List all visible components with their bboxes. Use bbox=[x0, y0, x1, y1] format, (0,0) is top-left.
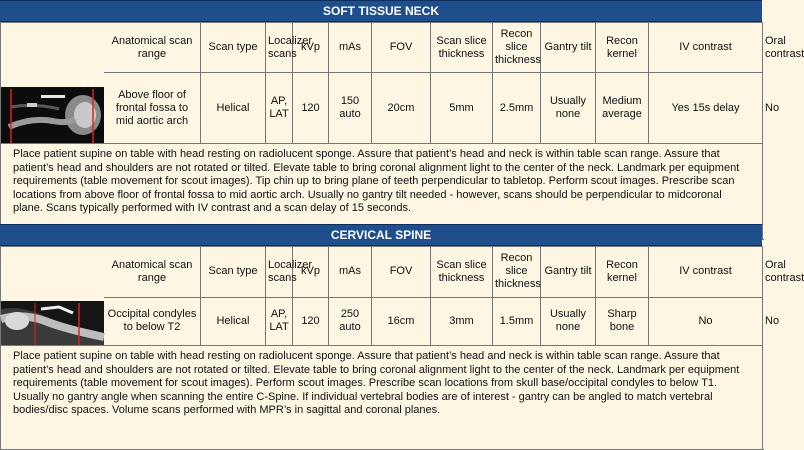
col-header-anatomical-scan-range: Anatomical scan range bbox=[104, 23, 201, 73]
protocol-table-cervical-spine: Anatomical scan range Scan type Localizer scans kVp mAs FOV Scan slice thickness Recon slice thickness Gantry tilt Recon kernel IV contrast Oral contrast Occipital condyles to below T2 Helical AP, LAT 120 250 auto 16cm 3mm 1.5mm Usually none Sharp bone No No Place patient supine on table with head resting on radiolucent sponge. Assure that patient’s head and neck is within table scan range. Assure that patient’s head and shoulders are not rotated or tilted. Elevate table to bring coronal alignment light to the center of the neck. Landmark per equipment requirements (table movement for scout images). Perform scout images. Prescribe scan locations from skull base/occipital condyles to below T1. Usually no gantry angle when scanning the entire C-Spine. If individual vertebral bodies are of interest - gantry can be angled to match vertebral bodies/disc spaces. Volume scans performed with MPR’s in sagittal and coronal planes. bbox=[0, 246, 763, 450]
col-header-mas: mAs bbox=[329, 247, 372, 298]
col-header-fov: FOV bbox=[372, 23, 431, 73]
col-header-scan-slice-thickness: Scan slice thickness bbox=[431, 247, 493, 298]
scout-image-neck bbox=[1, 23, 104, 144]
cell-scan-slice: 5mm bbox=[431, 73, 493, 144]
cell-scan-range: Above floor of frontal fossa to mid aortic arch bbox=[104, 73, 201, 144]
col-header-gantry-tilt: Gantry tilt bbox=[541, 247, 596, 298]
cell-localizer: AP, LAT bbox=[266, 297, 293, 346]
col-header-scan-type: Scan type bbox=[201, 247, 266, 298]
protocol-table-soft-tissue-neck: Anatomical scan range Scan type Localizer scans kVp mAs FOV Scan slice thickness Recon slice thickness Gantry tilt Recon kernel IV contrast Oral contrast Above floor of frontal fossa to mid aortic arch Helical AP, LAT 120 150 auto 20cm 5mm 2.5mm Usually none Medium average Yes 15s delay No Place patient supine on table with head resting on radiolucent sponge. Assure that patient’s head and neck is within table scan range. Assure that patient’s head and shoulders are not rotated or tilted. Elevate table to bring coronal alignment light to the center of the neck. Landmark per equipment requirements (table movement for scout images). Tip chin up to bring plane of teeth perpendicular to tabletop. Perform scout images. Prescribe scan locations from above floor of frontal fossa to mid aortic arch. Usually no gantry tilt needed - however, scans should be perpendicular to midcoronal plane. Scans typically performed with IV contrast and a scan delay of 15 seconds. bbox=[0, 22, 763, 240]
cell-localizer: AP, LAT bbox=[266, 73, 293, 144]
cell-recon-slice: 1.5mm bbox=[493, 297, 541, 346]
col-header-localizer-scans: Localizer scans bbox=[266, 23, 293, 73]
cell-recon-kernel: Medium average bbox=[596, 73, 649, 144]
cell-scan-range: Occipital condyles to below T2 bbox=[104, 297, 201, 346]
cell-kvp: 120 bbox=[293, 297, 329, 346]
col-header-recon-kernel: Recon kernel bbox=[596, 23, 649, 73]
description-cervical-spine: Place patient supine on table with head resting on radiolucent sponge. Assure that patient’s head and neck is within table scan range. Assure that patient’s head and shoulders are not rotated or tilted. Elevate table to bring coronal alignment light to the center of the neck. Landmark per equipment requirements (table movement for scout images). Perform scout images. Prescribe scan locations from skull base/occipital condyles to below T1. Usually no gantry angle when scanning the entire C-Spine. If individual vertebral bodies are of interest - gantry can be angled to match vertebral bodies/disc spaces. Volume scans performed with MPR’s in sagittal and coronal planes. bbox=[1, 346, 763, 450]
cell-recon-kernel: Sharp bone bbox=[596, 297, 649, 346]
cell-iv-contrast: Yes 15s delay bbox=[649, 73, 763, 144]
cell-fov: 16cm bbox=[372, 297, 431, 346]
col-header-scan-slice-thickness: Scan slice thickness bbox=[431, 23, 493, 73]
cell-mas: 150 auto bbox=[329, 73, 372, 144]
col-header-iv-contrast: IV contrast bbox=[649, 23, 763, 73]
col-header-localizer-scans: Localizer scans bbox=[266, 247, 293, 298]
cell-scan-slice: 3mm bbox=[431, 297, 493, 346]
cell-gantry-tilt: Usually none bbox=[541, 73, 596, 144]
cell-fov: 20cm bbox=[372, 73, 431, 144]
col-header-scan-type: Scan type bbox=[201, 23, 266, 73]
cell-mas: 250 auto bbox=[329, 297, 372, 346]
scout-image-cervical-spine bbox=[1, 247, 104, 346]
col-header-kvp: kVp bbox=[293, 247, 329, 298]
cell-recon-slice: 2.5mm bbox=[493, 73, 541, 144]
cell-gantry-tilt: Usually none bbox=[541, 297, 596, 346]
col-header-recon-kernel: Recon kernel bbox=[596, 247, 649, 298]
col-header-kvp: kVp bbox=[293, 23, 329, 73]
col-header-recon-slice-thickness: Recon slice thickness bbox=[493, 23, 541, 73]
col-header-fov: FOV bbox=[372, 247, 431, 298]
col-header-gantry-tilt: Gantry tilt bbox=[541, 23, 596, 73]
col-header-mas: mAs bbox=[329, 23, 372, 73]
section-title-soft-tissue-neck: SOFT TISSUE NECK bbox=[0, 0, 762, 22]
col-header-iv-contrast: IV contrast bbox=[649, 247, 763, 298]
cell-iv-contrast: No bbox=[649, 297, 763, 346]
cell-scan-type: Helical bbox=[201, 73, 266, 144]
cell-kvp: 120 bbox=[293, 73, 329, 144]
col-header-anatomical-scan-range: Anatomical scan range bbox=[104, 247, 201, 298]
description-soft-tissue-neck: Place patient supine on table with head resting on radiolucent sponge. Assure that patient’s head and neck is within table scan range. Assure that patient’s head and shoulders are not rotated or tilted. Elevate table to bring coronal alignment light to the center of the neck. Landmark per equipment requirements (table movement for scout images). Tip chin up to bring plane of teeth perpendicular to tabletop. Perform scout images. Prescribe scan locations from above floor of frontal fossa to mid aortic arch. Usually no gantry tilt needed - however, scans should be perpendicular to midcoronal plane. Scans typically performed with IV contrast and a scan delay of 15 seconds. bbox=[1, 144, 763, 240]
section-title-cervical-spine: CERVICAL SPINE bbox=[0, 224, 762, 246]
cell-scan-type: Helical bbox=[201, 297, 266, 346]
col-header-recon-slice-thickness: Recon slice thickness bbox=[493, 247, 541, 298]
